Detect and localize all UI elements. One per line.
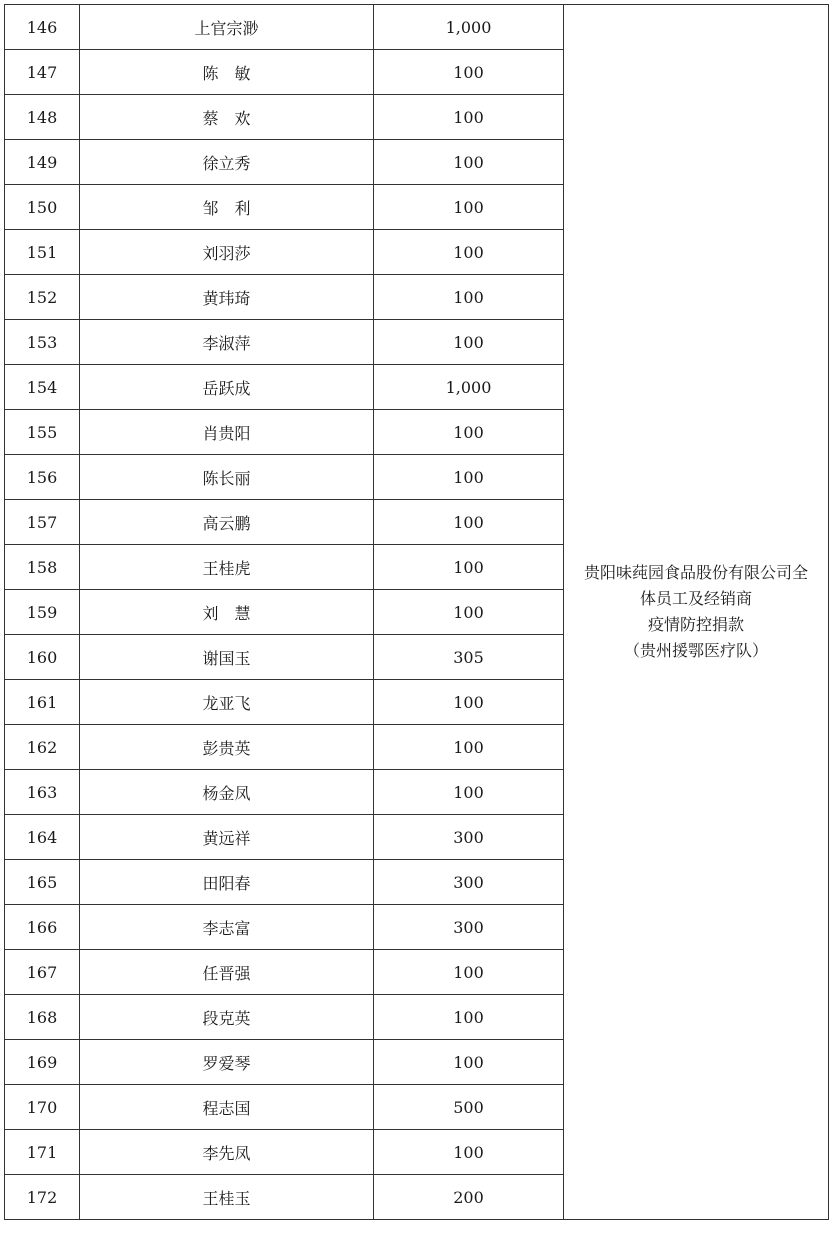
row-number: 171 xyxy=(5,1130,80,1175)
donation-amount: 100 xyxy=(374,185,564,230)
row-number: 166 xyxy=(5,905,80,950)
row-number: 164 xyxy=(5,815,80,860)
donor-name: 岳跃成 xyxy=(80,365,374,410)
row-number: 155 xyxy=(5,410,80,455)
donation-amount: 100 xyxy=(374,455,564,500)
row-number: 163 xyxy=(5,770,80,815)
donor-name: 罗爱琴 xyxy=(80,1040,374,1085)
row-number: 162 xyxy=(5,725,80,770)
donation-amount: 1,000 xyxy=(374,5,564,50)
donation-amount: 305 xyxy=(374,635,564,680)
donation-amount: 100 xyxy=(374,545,564,590)
row-number: 157 xyxy=(5,500,80,545)
row-number: 154 xyxy=(5,365,80,410)
row-number: 161 xyxy=(5,680,80,725)
donor-name: 陈 敏 xyxy=(80,50,374,95)
donation-amount: 100 xyxy=(374,770,564,815)
donation-table-body xyxy=(5,5,829,1220)
donation-amount: 100 xyxy=(374,725,564,770)
donation-amount: 100 xyxy=(374,680,564,725)
donation-amount: 100 xyxy=(374,320,564,365)
row-number: 147 xyxy=(5,50,80,95)
donor-name: 黄远祥 xyxy=(80,815,374,860)
row-number: 165 xyxy=(5,860,80,905)
donation-amount: 100 xyxy=(374,995,564,1040)
donation-amount: 500 xyxy=(374,1085,564,1130)
donation-amount: 300 xyxy=(374,815,564,860)
donor-name: 李先凤 xyxy=(80,1130,374,1175)
donation-amount: 100 xyxy=(374,1040,564,1085)
donation-amount: 100 xyxy=(374,140,564,185)
donor-name: 李志富 xyxy=(80,905,374,950)
remark-line: 疫情防控捐款 xyxy=(647,615,744,634)
donor-name: 黄玮琦 xyxy=(80,275,374,320)
donor-name: 高云鹏 xyxy=(80,500,374,545)
row-number: 160 xyxy=(5,635,80,680)
donor-name: 李淑萍 xyxy=(80,320,374,365)
donor-name: 程志国 xyxy=(80,1085,374,1130)
donation-amount: 100 xyxy=(374,95,564,140)
donor-name: 王桂玉 xyxy=(80,1175,374,1220)
donation-amount: 300 xyxy=(374,905,564,950)
donor-name: 任晋强 xyxy=(80,950,374,995)
row-number: 159 xyxy=(5,590,80,635)
donor-name: 刘 慧 xyxy=(80,590,374,635)
donation-amount: 100 xyxy=(374,1130,564,1175)
remark-line: （贵州援鄂医疗队） xyxy=(623,641,768,660)
donation-amount: 1,000 xyxy=(374,365,564,410)
donation-amount: 200 xyxy=(374,1175,564,1220)
donor-name: 蔡 欢 xyxy=(80,95,374,140)
row-number: 168 xyxy=(5,995,80,1040)
row-number: 148 xyxy=(5,95,80,140)
remark-line: 贵阳味莼园食品股份有限公司全 xyxy=(583,563,808,582)
donation-amount: 100 xyxy=(374,590,564,635)
row-number: 152 xyxy=(5,275,80,320)
row-number: 156 xyxy=(5,455,80,500)
donor-name: 谢国玉 xyxy=(80,635,374,680)
donor-name: 陈长丽 xyxy=(80,455,374,500)
donation-amount: 100 xyxy=(374,500,564,545)
table-row xyxy=(5,5,829,50)
donor-name: 王桂虎 xyxy=(80,545,374,590)
row-number: 149 xyxy=(5,140,80,185)
row-number: 169 xyxy=(5,1040,80,1085)
donation-amount: 300 xyxy=(374,860,564,905)
donor-name: 龙亚飞 xyxy=(80,680,374,725)
donor-name: 上官宗渺 xyxy=(80,5,374,50)
donor-name: 徐立秀 xyxy=(80,140,374,185)
donor-name: 彭贵英 xyxy=(80,725,374,770)
row-number: 170 xyxy=(5,1085,80,1130)
donor-name: 刘羽莎 xyxy=(80,230,374,275)
row-number: 167 xyxy=(5,950,80,995)
donation-amount: 100 xyxy=(374,275,564,320)
donation-amount: 100 xyxy=(374,410,564,455)
donor-name: 田阳春 xyxy=(80,860,374,905)
donation-remark xyxy=(564,5,829,1220)
row-number: 146 xyxy=(5,5,80,50)
donation-amount: 100 xyxy=(374,230,564,275)
row-number: 151 xyxy=(5,230,80,275)
row-number: 150 xyxy=(5,185,80,230)
donor-name: 肖贵阳 xyxy=(80,410,374,455)
donor-name: 段克英 xyxy=(80,995,374,1040)
donation-amount: 100 xyxy=(374,50,564,95)
donor-name: 杨金凤 xyxy=(80,770,374,815)
row-number: 153 xyxy=(5,320,80,365)
row-number: 172 xyxy=(5,1175,80,1220)
donation-amount: 100 xyxy=(374,950,564,995)
row-number: 158 xyxy=(5,545,80,590)
remark-line: 体员工及经销商 xyxy=(639,589,752,608)
donation-table xyxy=(4,4,829,1220)
donor-name: 邹 利 xyxy=(80,185,374,230)
